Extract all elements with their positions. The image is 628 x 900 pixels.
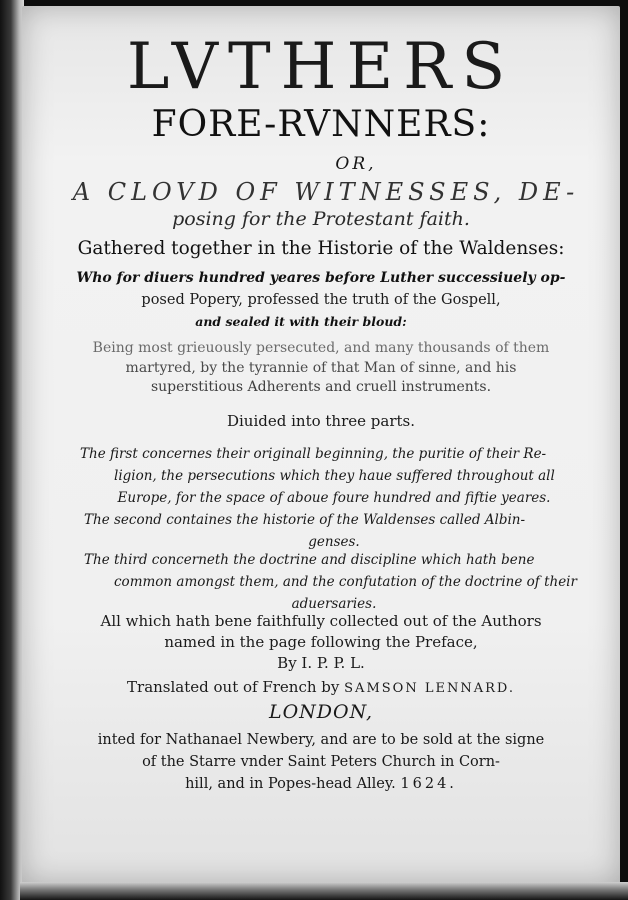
part-1-line-2: ligion, the persecutions which they haue suffered throughout all xyxy=(114,468,555,484)
description-line-6: superstitious Adherents and cruell instruments. xyxy=(150,379,492,395)
author-initials: By I. P. P. L. xyxy=(277,654,365,672)
translator-name: SAMSON LENNARD. xyxy=(344,681,515,696)
part-2-line-2: genses. xyxy=(308,534,360,550)
page-bottom-edge xyxy=(20,882,628,900)
or-connector: OR, xyxy=(335,154,377,174)
main-title: LVTHERS xyxy=(126,30,516,104)
publication-year: 1624. xyxy=(400,776,457,792)
collected-line-1: All which hath bene faithfully collected out of the Authors xyxy=(100,612,542,630)
imprint-city: LONDON, xyxy=(268,701,374,723)
part-3-line-2: common amongst them, and the confutation of the doctrine of their xyxy=(114,574,577,590)
description-line-2: posed Popery, professed the truth of the Gospell, xyxy=(141,292,501,308)
imprint-line-1: inted for Nathanael Newbery, and are to be sold at the signe xyxy=(97,732,545,748)
alternate-title-continued: posing for the Protestant faith. xyxy=(172,208,470,230)
gathered-heading: Gathered together in the Historie of the Waldenses: xyxy=(77,238,565,259)
description-line-5: martyred, by the tyrannie of that Man of sinne, and his xyxy=(125,360,517,376)
imprint-address: hill, and in Popes-head Alley. xyxy=(185,776,396,792)
part-1-line-3: Europe, for the space of aboue foure hundred and fiftie yeares. xyxy=(117,490,551,506)
imprint-line-3 xyxy=(22,776,620,792)
alternate-title: A CLOVD OF WITNESSES, DE- xyxy=(72,178,580,206)
description-line-1: Who for diuers hundred yeares before Luther successiuely op- xyxy=(76,270,566,286)
book-gutter xyxy=(0,0,24,900)
sub-title: FORE-RVNNERS: xyxy=(151,104,491,145)
divided-heading: Diuided into three parts. xyxy=(226,412,415,430)
translator-line xyxy=(22,678,620,696)
part-2-line-1: The second containes the historie of the Waldenses called Albin- xyxy=(84,512,526,528)
imprint-line-2: of the Starre vnder Saint Peters Church in Corn- xyxy=(142,754,500,770)
part-3-line-1: The third concerneth the doctrine and discipline which hath bene xyxy=(84,552,535,568)
translated-prefix: Translated out of French by xyxy=(127,678,340,696)
description-line-3: and sealed it with their bloud: xyxy=(195,314,407,329)
collected-line-2: named in the page following the Preface, xyxy=(164,633,478,651)
part-3-line-3: aduersaries. xyxy=(291,596,377,612)
part-1-line-1: The first concernes their originall beginning, the puritie of their Re- xyxy=(80,446,547,462)
description-line-4: Being most grieuously persecuted, and many thousands of them xyxy=(92,340,550,356)
